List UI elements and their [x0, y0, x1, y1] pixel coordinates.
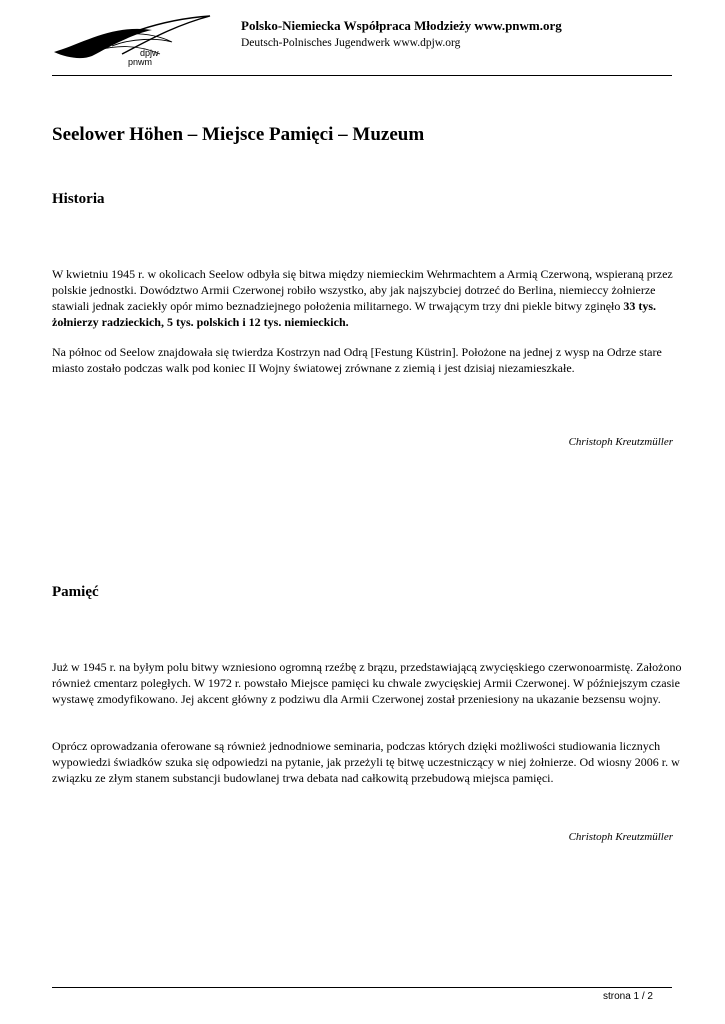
page-number: strona 1 / 2: [602, 991, 653, 1002]
historia-paragraph-1-text: W kwietniu 1945 r. w okolicach Seelow odbyła się bitwa między niemieckim Wehrmachtem a Armią Czerwoną, wspieraną przez polskie jednostki. Dowództwo Armii Czerwonej robiło wszystko, aby jak najszybciej dotrzeć do Berlina, niemieccy żołnierze stawiali jednak zaciekły opór mimo beznadziejnego położenia militarnego. W trwającym trzy dni piekle bitwy zginęło: [52, 267, 673, 313]
dpjw-pnwm-logo: [52, 14, 212, 68]
header-title-pl: Polsko-Niemiecka Współpraca Młodzieży www.pnwm.org: [241, 18, 562, 33]
pamiec-author: Christoph Kreutzmüller: [568, 831, 673, 843]
section-heading-historia: Historia: [52, 191, 105, 207]
header-text: [241, 16, 681, 51]
historia-author: Christoph Kreutzmüller: [568, 436, 673, 448]
historia-paragraph-1: [52, 266, 682, 330]
logo-text-pnwm: pnwm: [128, 57, 153, 67]
pamiec-paragraph-2: Oprócz oprowadzania oferowane są również jednodniowe seminaria, podczas których dzięki możliwości studiowania licznych wypowiedzi świadków szuka się odpowiedzi na pytanie, jak przeżyli tę bitwę uczestniczący w niej żołnierze. Od wiosny 2006 r. w związku ze złym stanem substancji budowlanej trwa debata nad całkowitą przebudową miejsca pamięci.: [52, 739, 680, 785]
logo-text-dpjw: dpjw: [140, 48, 159, 58]
section-heading-pamiec: Pamięć: [52, 584, 99, 600]
pamiec-paragraph-1: Już w 1945 r. na byłym polu bitwy wzniesiono ogromną rzeźbę z brązu, przedstawiającą zwycięskiego czerwonoarmistę. Założono również cmentarz poległych. W 1972 r. powstało Miejsce pamięci ku chwale zwycięskiej Armii Czerwonej. W późniejszym czasie wystawę zmodyfikowano. Jej akcent główny z podziwu dla Armii Czerwonej został przeniesiony na ukazanie bezsensu wojny.: [52, 660, 682, 706]
header-divider: [52, 75, 672, 76]
footer-divider: [52, 987, 672, 988]
header-title-de: Deutsch-Polnisches Jugendwerk www.dpjw.org: [241, 37, 461, 49]
page-title: Seelower Höhen – Miejsce Pamięci – Muzeum: [52, 124, 425, 145]
historia-paragraph-2: Na północ od Seelow znajdowała się twierdza Kostrzyn nad Odrą [Festung Küstrin]. Położone na jednej z wysp na Odrze stare miasto zostało podczas walk pod koniec II Wojny światowej zrównane z ziemią i jest dzisiaj niezamieszkałe.: [52, 345, 662, 375]
casualties-bold-text: 33 tys. żołnierzy radzieckich, 5 tys. polskich i 12 tys. niemieckich.: [52, 299, 657, 329]
